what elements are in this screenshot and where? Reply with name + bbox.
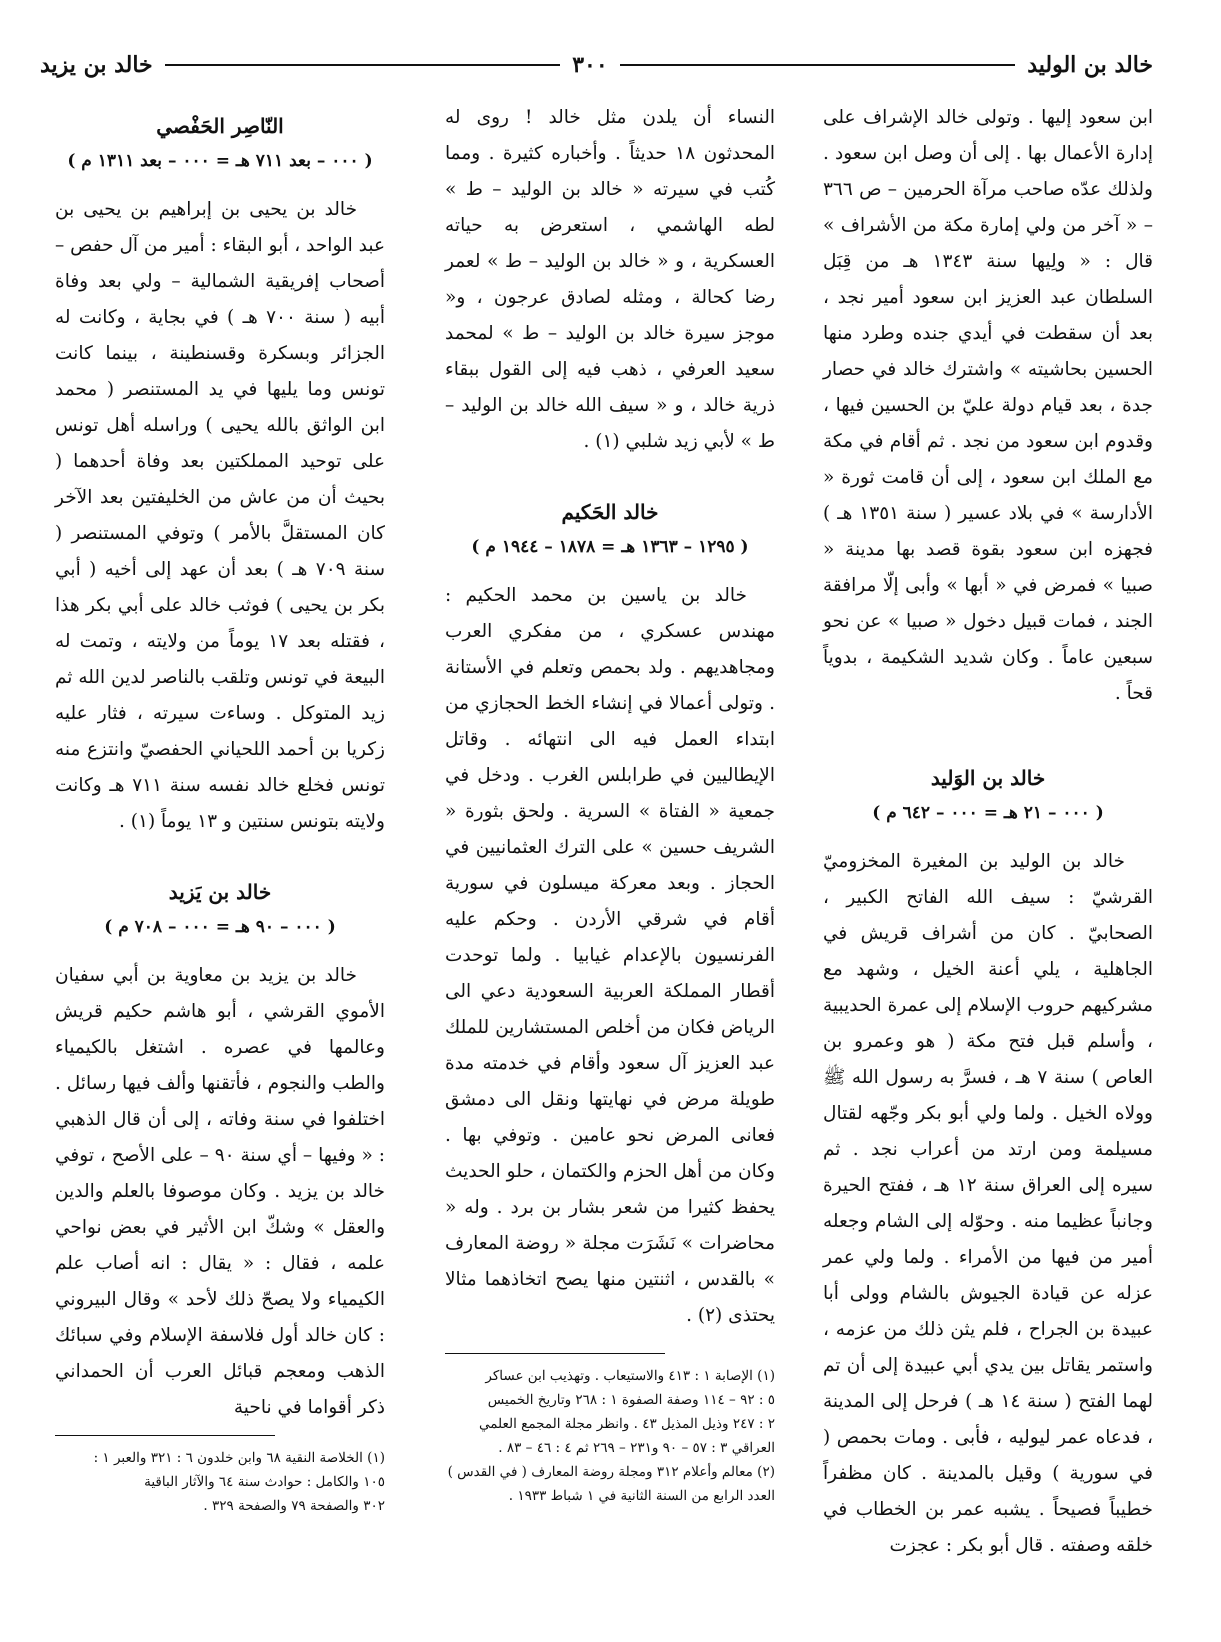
footnote-rule xyxy=(445,1353,665,1354)
entry-title-al-nasir-al-hafsi: النّاصِر الحَفْصي xyxy=(156,114,284,138)
running-head-right: خالد بن الوليد xyxy=(1027,52,1153,78)
entry-body: خالد بن الوليد بن المغيرة المخزوميّ القرشيّ : سيف الله الفاتح الكبير ، الصحابيّ . كان من أشراف قريش في الجاهلية ، يلي أعنة الخيل ، وشهد مع مشركيهم حروب الإسلام إلى عمرة الحديبية ، وأسلم قبل فتح مكة ( هو وعمرو بن العاص ) سنة ٧ هـ ، فسرَّ به رسول الله ﷺ وولاه الخيل . ولما ولي أبو بكر وجّهه لقتال مسيلمة ومن ارتد من أعراب نجد . ثم سيره إلى العراق سنة ١٢ هـ ، ففتح الحيرة وجانباً عظيما منه . وحوّله إلى الشام وجعله أمير من فيها من الأمراء . ولما ولي عمر عزله عن قيادة الجيوش بالشام وولى أبا عبيدة بن الجراح ، فلم يثن ذلك من عزمه ، واستمر يقاتل بين يدي أبي عبيدة إلى أن تم لهما الفتح ( سنة ١٤ هـ ) فرحل إلى المدينة ، فدعاه عمر ليوليه ، فأبى . ومات بحمص ( في سورية ) وقيل بالمدينة . كان مظفراً خطيباً فصيحاً . يشبه عمر بن الخطاب في خلقه وصفته . قال أبو بكر : عجزت xyxy=(823,851,1153,1556)
entry-dates: ( ٠٠٠ – بعد ٧١١ هـ = ٠٠٠ – بعد ١٣١١ م ) xyxy=(67,151,373,171)
header-rule-right xyxy=(620,64,1016,66)
entry-dates: ( ١٢٩٥ – ١٣٦٣ هـ = ١٨٧٨ – ١٩٤٤ م ) xyxy=(471,537,749,557)
entry-body: خالد بن يزيد بن معاوية بن أبي سفيان الأموي القرشي ، أبو هاشم حكيم قريش وعالمها في عصره . اشتغل بالكيمياء والطب والنجوم ، فأتقنها وألف فيها رسائل . اختلفوا في سنة وفاته ، إلى أن قال الذهبي : « وفيها – أي سنة ٩٠ – على الأصح ، توفي خالد بن يزيد . وكان موصوفا بالعلم والدين والعقل » وشكّ ابن الأثير في بعض نواحي علمه ، فقال : « يقال : انه أصاب علم الكيمياء ولا يصحّ ذلك لأحد » وقال البيروني : كان خالد أول فلاسفة الإسلام وفي سبائك الذهب ومعجم قبائل العرب أن الحمداني ذكر أقواما في ناحية xyxy=(55,965,385,1418)
header-rule-left xyxy=(165,64,561,66)
footnote-line: ٥ : ٩٢ – ١١٤ وصفة الصفوة ١ : ٢٦٨ وتاريخ الخميس xyxy=(487,1392,775,1408)
footnote-line: ٣٠٢ والصفحة ٧٩ والصفحة ٣٢٩ . xyxy=(203,1498,385,1514)
entry-title-khalid-ibn-yazid: خالد بن يَزيد xyxy=(168,880,272,904)
footnote-line: العراقي ٣ : ٥٧ – ٩٠ و٢٣١ – ٢٦٩ ثم ٤ : ٤٦ – ٨٣ . xyxy=(498,1440,775,1456)
paragraph-continuation: ابن سعود إليها . وتولى خالد الإشراف على إدارة الأعمال بها . إلى أن وصل ابن سعود . ولذلك عدّه صاحب مرآة الحرمين – ص ٣٦٦ – « آخر من ولي إمارة مكة من الأشراف » قال : « ولِيها سنة ١٣٤٣ هـ من قِبَل السلطان عبد العزيز ابن سعود أمير نجد ، بعد أن سقطت في أيدي جنده وطرد منها الحسين بحاشيته » واشترك خالد في حصار جدة ، بعد قيام دولة عليّ بن الحسين فيها ، وقدوم ابن سعود من نجد . ثم أقام في مكة مع الملك ابن سعود ، إلى أن قامت ثورة « الأدارسة » في بلاد عسير ( سنة ١٣٥١ هـ ) فجهزه ابن سعود بقوة قصد بها مدينة « صبيا » فمرض في « أبها » وأبى إلّا مرافقة الجند ، فمات قبيل دخول « صبيا » عن نحو سبعين عاماً . وكان شديد الشكيمة ، بدوياً قحاً . xyxy=(823,107,1153,704)
entry-dates: ( ٠٠٠ – ٢١ هـ = ٠٠٠ – ٦٤٢ م ) xyxy=(872,803,1104,823)
footnotes-left xyxy=(55,1435,385,1518)
entry-title-khalid-al-hakim: خالد الحَكيم xyxy=(561,500,659,524)
column-left xyxy=(55,100,385,1426)
paragraph-continuation: النساء أن يلدن مثل خالد ! روى له المحدثون ١٨ حديثاً . وأخباره كثيرة . ومما كُتب في سيرته « خالد بن الوليد – ط » لطه الهاشمي ، استعرض به حياته العسكرية ، و « خالد بن الوليد – ط » لعمر رضا كحالة ، ومثله لصادق عرجون ، و« موجز سيرة خالد بن الوليد – ط » لمحمد سعيد العرفي ، ذهب فيه إلى القول ببقاء ذرية خالد ، و « سيف الله خالد بن الوليد – ط » لأبي زيد شلبي (١) . xyxy=(445,107,775,452)
footnotes-middle xyxy=(445,1353,775,1508)
entry-body: خالد بن يحيى بن إبراهيم بن يحيى بن عبد الواحد ، أبو البقاء : أمير من آل حفص – أصحاب إفريقية الشمالية – ولي بعد وفاة أبيه ( سنة ٧٠٠ هـ ) في بجاية ، وكانت له الجزائر وبسكرة وقسنطينة ، بينما كانت تونس وما يليها في يد المستنصر ( محمد ابن الواثق بالله يحيى ) وراسله أهل تونس على توحيد المملكتين بعد وفاة أحدهما ( بحيث أن من عاش من الخليفتين بعد الآخر كان المستقلَّ بالأمر ) وتوفي المستنصر ( سنة ٧٠٩ هـ ) بعد أن عهد إلى أخيه ( أبي بكر بن يحيى ) فوثب خالد على أبي بكر هذا ، فقتله بعد ١٧ يوماً من ولايته ، وتمت له البيعة في تونس وتلقب بالناصر لدين الله ثم زيد المتوكل . وساءت سيرته ، فثار عليه زكريا بن أحمد اللحياني الحفصيّ وانتزع منه تونس فخلع خالد نفسه سنة ٧١١ هـ وكانت ولايته بتونس سنتين و ١٣ يوماً (١) . xyxy=(55,199,385,832)
entry-dates: ( ٠٠٠ – ٩٠ هـ = ٠٠٠ – ٧٠٨ م ) xyxy=(104,917,336,937)
footnote-line: (١) الإصابة ١ : ٤١٣ والاستيعاب . وتهذيب ابن عساكر xyxy=(485,1368,775,1384)
footnote-line: ١٠٥ والكامل : حوادث سنة ٦٤ والآثار الباقية xyxy=(144,1474,385,1490)
column-right xyxy=(823,100,1153,1564)
footnote-line: (١) الخلاصة النقية ٦٨ وابن خلدون ٦ : ٣٢١ والعبر ١ : xyxy=(93,1450,385,1466)
entry-body: خالد بن ياسين بن محمد الحكيم : مهندس عسكري ، من مفكري العرب ومجاهديهم . ولد بحمص وتعلم في الأستانة . وتولى أعمالا في إنشاء الخط الحجازي من ابتداء العمل فيه الى انتهائه . وقاتل الإيطاليين في طرابلس الغرب . ودخل في جمعية « الفتاة » السرية . ولحق بثورة « الشريف حسين » على الترك العثمانيين في الحجاز . وبعد معركة ميسلون في سورية أقام في شرقي الأردن . وحكم عليه الفرنسيون بالإعدام غيابيا . ولما توحدت أقطار المملكة العربية السعودية دعي الى الرياض فكان من أخلص المستشارين للملك عبد العزيز آل سعود وأقام في خدمته مدة طويلة مرض في نهايتها ونقل الى دمشق فعانى المرض نحو عامين . وتوفي بها . وكان من أهل الحزم والكتمان ، حلو الحديث يحفظ كثيرا من شعر بشار بن برد . وله « محاضرات » نَشَرَت مجلة « روضة المعارف » بالقدس ، اثنتين منها يصح اتخاذهما مثالا يحتذى (٢) . xyxy=(445,585,775,1326)
footnote-line: (٢) معالم وأعلام ٣١٢ ومجلة روضة المعارف ( في القدس ) xyxy=(447,1464,775,1480)
entry-title-khalid-ibn-walid: خالد بن الوَليد xyxy=(930,766,1046,790)
running-head-left: خالد بن يزيد xyxy=(39,52,153,78)
page-number: ٣٠٠ xyxy=(572,52,608,78)
footnote-rule xyxy=(55,1435,275,1436)
column-middle xyxy=(445,100,775,1334)
footnote-line: العدد الرابع من السنة الثانية في ١ شباط ١٩٣٣ . xyxy=(508,1488,775,1504)
page-header xyxy=(40,45,1153,85)
footnote-line: ٢ : ٢٤٧ وذيل المذيل ٤٣ . وانظر مجلة المجمع العلمي xyxy=(478,1416,775,1432)
document-page xyxy=(40,45,1153,1615)
